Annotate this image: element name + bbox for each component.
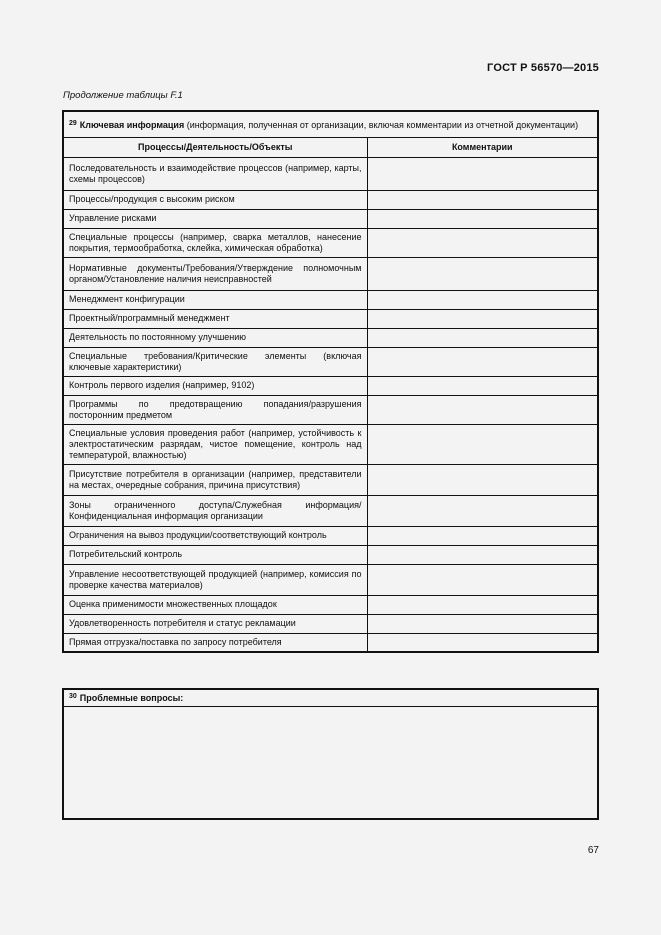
process-cell: Зоны ограниченного доступа/Служебная информация/Конфиденциальная информация организации — [63, 495, 367, 526]
section-title: Проблемные вопросы: — [79, 693, 184, 703]
comment-cell — [367, 424, 598, 464]
table-row — [63, 545, 598, 564]
section-30-table — [62, 688, 599, 820]
table-row — [63, 157, 598, 190]
comment-cell — [367, 595, 598, 614]
process-cell: Деятельность по постоянному улучшению — [63, 328, 367, 347]
section-title: Ключевая информация — [79, 119, 185, 130]
process-cell: Оценка применимости множественных площадок — [63, 595, 367, 614]
section-subtitle: (информация, полученная от организации, включая комментарии из отчетной документации) — [184, 119, 579, 130]
process-cell: Прямая отгрузка/поставка по запросу потребителя — [63, 633, 367, 652]
comment-cell — [367, 157, 598, 190]
table-row — [63, 257, 598, 290]
table-continuation-label: Продолжение таблицы F.1 — [63, 90, 183, 101]
process-cell: Специальные условия проведения работ (например, устойчивость к электростатическим разрядам, чистое помещение, контроль над температурой, влажностью) — [63, 424, 367, 464]
comment-cell — [367, 328, 598, 347]
comment-cell — [367, 190, 598, 209]
table-row — [63, 526, 598, 545]
table-row — [63, 309, 598, 328]
table-row — [63, 424, 598, 464]
process-cell: Управление несоответствующей продукцией (например, комиссия по проверке качества материалов) — [63, 564, 367, 595]
table-row — [63, 595, 598, 614]
comment-cell — [367, 564, 598, 595]
process-cell: Удовлетворенность потребителя и статус рекламации — [63, 614, 367, 633]
process-cell: Менеджмент конфигурации — [63, 290, 367, 309]
process-cell: Специальные процессы (например, сварка металлов, нанесение покрытия, термообработка, склейка, химическая обработка) — [63, 228, 367, 257]
process-cell: Потребительский контроль — [63, 545, 367, 564]
column-header-comment: Комментарии — [367, 137, 598, 157]
process-cell: Специальные требования/Критические элементы (включая ключевые характеристики) — [63, 347, 367, 376]
section-29-header — [63, 111, 598, 137]
table-row — [63, 228, 598, 257]
process-cell: Процессы/продукция с высоким риском — [63, 190, 367, 209]
table-row — [63, 347, 598, 376]
comment-cell — [367, 257, 598, 290]
table-row — [63, 495, 598, 526]
comment-cell — [367, 228, 598, 257]
comment-cell — [367, 633, 598, 652]
column-header-process: Процессы/Деятельность/Объекты — [63, 137, 367, 157]
process-cell: Нормативные документы/Требования/Утверждение полномочным органом/Установление наличия неисправностей — [63, 257, 367, 290]
standard-designation: ГОСТ Р 56570—2015 — [487, 62, 599, 74]
table-row — [63, 614, 598, 633]
table-row — [63, 209, 598, 228]
table-row — [63, 395, 598, 424]
comment-cell — [367, 290, 598, 309]
table-row — [63, 633, 598, 652]
process-cell: Присутствие потребителя в организации (например, представители на местах, очередные собрания, причина присутствия) — [63, 464, 367, 495]
comment-cell — [367, 464, 598, 495]
section-number: 30 — [69, 693, 77, 700]
table-row — [63, 190, 598, 209]
table-row — [63, 564, 598, 595]
process-cell: Проектный/программный менеджмент — [63, 309, 367, 328]
comment-cell — [367, 545, 598, 564]
table-row — [63, 290, 598, 309]
page-number: 67 — [587, 845, 599, 856]
table-row — [63, 464, 598, 495]
comment-cell — [367, 495, 598, 526]
table-row — [63, 376, 598, 395]
process-cell: Последовательность и взаимодействие процессов (например, карты, схемы процессов) — [63, 157, 367, 190]
comment-cell — [367, 614, 598, 633]
section-30-header — [63, 689, 598, 707]
comment-cell — [367, 526, 598, 545]
section-number: 29 — [69, 119, 77, 127]
issues-entry-area — [63, 707, 598, 819]
comment-cell — [367, 209, 598, 228]
process-cell: Программы по предотвращению попадания/разрушения посторонним предметом — [63, 395, 367, 424]
section-29-table — [62, 110, 599, 653]
process-cell: Контроль первого изделия (например, 9102) — [63, 376, 367, 395]
comment-cell — [367, 376, 598, 395]
column-header-row — [63, 137, 598, 157]
process-cell: Ограничения на вывоз продукции/соответствующий контроль — [63, 526, 367, 545]
process-cell: Управление рисками — [63, 209, 367, 228]
comment-cell — [367, 347, 598, 376]
table-row — [63, 328, 598, 347]
comment-cell — [367, 395, 598, 424]
comment-cell — [367, 309, 598, 328]
